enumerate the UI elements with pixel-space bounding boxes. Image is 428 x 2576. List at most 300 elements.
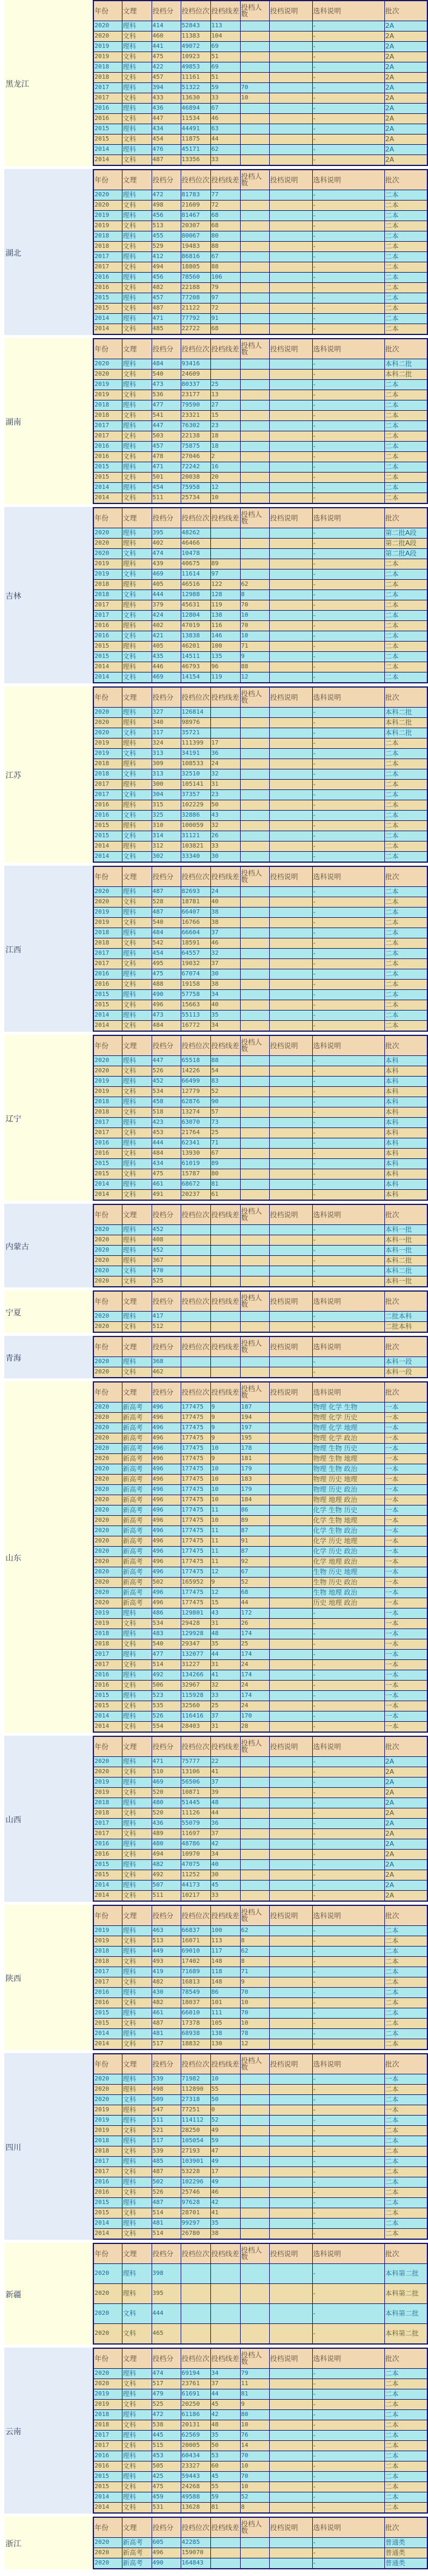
- cell-line-diff: [210, 728, 240, 739]
- cell-type: 理科: [122, 708, 152, 718]
- cell-score: 300: [152, 780, 181, 790]
- cell-score: 459: [152, 2492, 181, 2503]
- cell-line-diff: 42: [210, 2198, 240, 2208]
- cell-subjects: -: [312, 442, 384, 452]
- cell-batch: 2A: [384, 62, 427, 73]
- cell-type: 理科: [122, 145, 152, 155]
- province-name: 新疆: [5, 2290, 22, 2300]
- cell-year: 2014: [93, 1021, 122, 1032]
- cell-subjects: -: [312, 2229, 384, 2240]
- table-header-row: [93, 1905, 427, 1926]
- cell-line-diff: 135: [210, 652, 240, 662]
- cell-note: [269, 1021, 312, 1032]
- cell-subjects: -: [312, 718, 384, 728]
- cell-note: [269, 324, 312, 335]
- cell-rank: [181, 1312, 210, 1322]
- cell-count: [240, 1021, 269, 1032]
- cell-line-diff: 23: [210, 421, 240, 431]
- cell-line-diff: 12: [210, 1567, 240, 1578]
- cell-line-diff: 122: [210, 580, 240, 590]
- table-row: [93, 908, 427, 918]
- cell-score: 503: [152, 431, 181, 442]
- cell-batch: 二本: [384, 918, 427, 928]
- cell-note: [269, 2284, 312, 2304]
- cell-line-diff: 31: [210, 1619, 240, 1629]
- cell-type: 理科: [122, 83, 152, 93]
- cell-count: [240, 549, 269, 559]
- cell-batch: 第二批A段: [384, 539, 427, 549]
- table-row: [93, 980, 427, 990]
- cell-type: 文科: [122, 1367, 152, 1378]
- cell-rank: 177475: [181, 1454, 210, 1464]
- cell-rank: 28701: [181, 2208, 210, 2219]
- cell-note: [269, 293, 312, 304]
- cell-note: [269, 2039, 312, 2050]
- cell-rank: 11126: [181, 1808, 210, 1819]
- cell-batch: 本科: [384, 1169, 427, 1180]
- cell-note: [269, 1660, 312, 1670]
- column-header-year: 年份: [93, 1, 122, 21]
- cell-score: 412: [152, 252, 181, 262]
- cell-line-diff: 18: [210, 442, 240, 452]
- cell-count: [240, 1000, 269, 1011]
- cell-batch: 二本: [384, 887, 427, 897]
- cell-score: 310: [152, 821, 181, 831]
- cell-rank: 100059: [181, 821, 210, 831]
- cell-subjects: -: [312, 145, 384, 155]
- cell-year: 2020: [93, 1536, 122, 1547]
- cell-count: [240, 462, 269, 473]
- cell-type: 文科: [122, 631, 152, 642]
- province-name: 江苏: [5, 771, 22, 780]
- cell-batch: 二本: [384, 431, 427, 442]
- cell-note: [269, 528, 312, 539]
- cell-count: 174: [240, 1691, 269, 1701]
- cell-count: [240, 959, 269, 969]
- cell-note: [269, 2400, 312, 2410]
- cell-rank: 177475: [181, 1505, 210, 1516]
- cell-batch: 二本: [384, 938, 427, 949]
- cell-line-diff: 49: [210, 2126, 240, 2136]
- cell-type: 文科: [122, 1850, 152, 1860]
- cell-note: [269, 452, 312, 462]
- admission-table: [93, 2348, 428, 2514]
- table-row: [93, 1788, 427, 1798]
- cell-subjects: 化学 地理 政治: [312, 1557, 384, 1567]
- cell-note: [269, 1850, 312, 1860]
- column-header-type: 文理: [122, 2054, 152, 2074]
- cell-line-diff: 55: [210, 2482, 240, 2492]
- cell-batch: 第二批A段: [384, 549, 427, 559]
- table-row: [93, 780, 427, 790]
- cell-score: 484: [152, 359, 181, 370]
- cell-batch: 二本: [384, 780, 427, 790]
- cell-subjects: -: [312, 528, 384, 539]
- cell-score: 554: [152, 1722, 181, 1733]
- cell-rank: 31227: [181, 1660, 210, 1670]
- cell-score: 496: [152, 1444, 181, 1454]
- cell-line-diff: 80: [210, 1169, 240, 1180]
- cell-batch: 二本: [384, 411, 427, 421]
- cell-line-diff: 118: [210, 1967, 240, 1977]
- cell-note: [269, 949, 312, 959]
- cell-subjects: 化学 生物 地理: [312, 1516, 384, 1526]
- cell-type: 新高考: [122, 1588, 152, 1598]
- cell-note: [269, 959, 312, 969]
- province-name: 内蒙古: [5, 1242, 30, 1252]
- column-header-count: 投档人数: [240, 1291, 269, 1312]
- cell-score: 540: [152, 918, 181, 928]
- cell-count: [240, 359, 269, 370]
- cell-score: 447: [152, 114, 181, 124]
- cell-note: [269, 1225, 312, 1235]
- column-header-note: 投档说明: [269, 1035, 312, 1056]
- cell-year: 2020: [93, 1567, 122, 1578]
- table-row: [93, 1660, 427, 1670]
- cell-batch: 2A: [384, 1850, 427, 1860]
- cell-subjects: -: [312, 611, 384, 621]
- table-row: [93, 483, 427, 493]
- cell-count: 10: [240, 1998, 269, 2008]
- cell-note: [269, 1526, 312, 1536]
- cell-score: 502: [152, 1578, 181, 1588]
- table-row: [93, 1926, 427, 1936]
- cell-subjects: 物理 历史 地理: [312, 1475, 384, 1485]
- cell-line-diff: 68: [210, 324, 240, 335]
- cell-note: [269, 2229, 312, 2240]
- cell-subjects: -: [312, 1722, 384, 1733]
- cell-rank: 34191: [181, 749, 210, 759]
- cell-year: 2020: [93, 549, 122, 559]
- cell-rank: 13106: [181, 1767, 210, 1778]
- cell-batch: 二本: [384, 1957, 427, 1967]
- cell-rank: 177475: [181, 1403, 210, 1413]
- cell-rank: 79590: [181, 400, 210, 411]
- table-row: [93, 2503, 427, 2514]
- cell-year: 2014: [93, 314, 122, 324]
- cell-count: [240, 2167, 269, 2177]
- cell-subjects: -: [312, 569, 384, 580]
- cell-type: 新高考: [122, 2558, 152, 2569]
- cell-batch: 一本: [384, 1403, 427, 1413]
- cell-line-diff: 36: [210, 1819, 240, 1829]
- table-row: [93, 1225, 427, 1235]
- cell-line-diff: 50: [210, 2441, 240, 2451]
- cell-type: 文科: [122, 938, 152, 949]
- table-row: [93, 1266, 427, 1276]
- cell-line-diff: 83: [210, 1077, 240, 1087]
- table-header-row: [93, 1035, 427, 1056]
- column-header-batch: 批次: [384, 1382, 427, 1403]
- cell-count: [240, 293, 269, 304]
- cell-count: [240, 1159, 269, 1169]
- cell-type: 理科: [122, 2492, 152, 2503]
- cell-count: 8: [240, 590, 269, 600]
- cell-subjects: -: [312, 1246, 384, 1256]
- cell-type: 文科: [122, 324, 152, 335]
- cell-note: [269, 1839, 312, 1850]
- cell-count: 24: [240, 1701, 269, 1711]
- province-name: 吉林: [5, 592, 22, 601]
- table-row: [93, 155, 427, 166]
- cell-line-diff: 59: [210, 2136, 240, 2146]
- table-header-row: [93, 1291, 427, 1312]
- cell-year: 2020: [93, 1454, 122, 1464]
- cell-subjects: -: [312, 2400, 384, 2410]
- cell-subjects: -: [312, 1798, 384, 1808]
- column-header-note: 投档说明: [269, 2517, 312, 2538]
- cell-year: 2017: [93, 1829, 122, 1839]
- cell-line-diff: [210, 539, 240, 549]
- cell-line-diff: 68: [210, 211, 240, 221]
- cell-rank: 20237: [181, 1190, 210, 1201]
- cell-subjects: -: [312, 370, 384, 380]
- cell-rank: 12988: [181, 590, 210, 600]
- cell-type: 文科: [122, 959, 152, 969]
- cell-count: 44: [240, 1598, 269, 1608]
- province-table-wrap: [93, 1905, 428, 2050]
- cell-subjects: -: [312, 2095, 384, 2105]
- table-row: [93, 2461, 427, 2472]
- cell-count: [240, 1066, 269, 1077]
- cell-count: [240, 273, 269, 283]
- cell-score: 541: [152, 411, 181, 421]
- cell-batch: 二本: [384, 652, 427, 662]
- cell-rank: [181, 1322, 210, 1333]
- table-row: [93, 1567, 427, 1578]
- cell-subjects: -: [312, 1957, 384, 1967]
- cell-rank: 20038: [181, 473, 210, 483]
- column-header-type: 文理: [122, 1736, 152, 1757]
- table-row: [93, 990, 427, 1000]
- cell-note: [269, 897, 312, 908]
- cell-note: [269, 2304, 312, 2324]
- cell-subjects: -: [312, 1159, 384, 1169]
- cell-year: 2017: [93, 611, 122, 621]
- cell-rank: 46516: [181, 580, 210, 590]
- cell-type: 文科: [122, 1829, 152, 1839]
- cell-batch: 二本: [384, 969, 427, 980]
- cell-batch: 本科: [384, 1149, 427, 1159]
- cell-note: [269, 1578, 312, 1588]
- table-row: [93, 2095, 427, 2105]
- table-row: [93, 42, 427, 52]
- column-header-score: 投档分: [152, 2054, 181, 2074]
- cell-line-diff: 17: [210, 739, 240, 749]
- cell-count: [240, 539, 269, 549]
- cell-type: 理科: [122, 314, 152, 324]
- cell-score: 480: [152, 1839, 181, 1850]
- cell-line-diff: 81: [210, 1180, 240, 1190]
- cell-subjects: -: [312, 1936, 384, 1947]
- cell-count: 11: [240, 2379, 269, 2389]
- column-header-year: 年份: [93, 2054, 122, 2074]
- cell-subjects: 物理 地理 政治: [312, 1495, 384, 1505]
- cell-batch: 本科: [384, 1180, 427, 1190]
- province-section-13: [4, 2053, 428, 2240]
- table-row: [93, 1021, 427, 1032]
- cell-line-diff: 36: [210, 749, 240, 759]
- cell-line-diff: 9: [210, 1454, 240, 1464]
- cell-count: [240, 442, 269, 452]
- cell-batch: 二本: [384, 2126, 427, 2136]
- cell-line-diff: 10: [210, 1444, 240, 1454]
- province-name: 湖南: [5, 417, 22, 427]
- cell-count: 183: [240, 1475, 269, 1485]
- cell-batch: 二本: [384, 831, 427, 842]
- cell-rank: 177475: [181, 1567, 210, 1578]
- column-header-note: 投档说明: [269, 339, 312, 359]
- cell-type: 文科: [122, 390, 152, 400]
- table-row: [93, 580, 427, 590]
- table-row: [93, 821, 427, 831]
- cell-year: 2017: [93, 252, 122, 262]
- cell-line-diff: 30: [210, 1870, 240, 1881]
- cell-rank: 78549: [181, 1988, 210, 1998]
- cell-type: 理科: [122, 2431, 152, 2441]
- cell-year: 2016: [93, 442, 122, 452]
- table-row: [93, 1578, 427, 1588]
- cell-note: [269, 908, 312, 918]
- cell-rank: 12804: [181, 611, 210, 621]
- cell-line-diff: 10: [210, 1516, 240, 1526]
- cell-score: 474: [152, 2369, 181, 2379]
- cell-type: 理科: [122, 62, 152, 73]
- cell-batch: 一本: [384, 1475, 427, 1485]
- cell-rank: 98976: [181, 718, 210, 728]
- cell-note: [269, 1639, 312, 1650]
- cell-score: 496: [152, 2548, 181, 2558]
- cell-count: [240, 842, 269, 852]
- cell-count: [240, 114, 269, 124]
- cell-year: 2018: [93, 73, 122, 83]
- table-row: [93, 1276, 427, 1287]
- cell-batch: 二本: [384, 821, 427, 831]
- cell-count: [240, 1149, 269, 1159]
- cell-rank: 61691: [181, 2389, 210, 2400]
- cell-year: 2020: [93, 1066, 122, 1077]
- cell-year: 2020: [93, 728, 122, 739]
- cell-type: 理科: [122, 1011, 152, 1021]
- cell-year: 2018: [93, 1947, 122, 1957]
- cell-note: [269, 2029, 312, 2039]
- table-row: [93, 1357, 427, 1367]
- cell-subjects: -: [312, 759, 384, 769]
- table-header-row: [93, 1, 427, 21]
- cell-line-diff: 33: [210, 1691, 240, 1701]
- cell-note: [269, 2208, 312, 2219]
- cell-batch: 二本: [384, 273, 427, 283]
- cell-year: 2017: [93, 83, 122, 93]
- cell-line-diff: 37: [210, 2379, 240, 2389]
- cell-subjects: -: [312, 2039, 384, 2050]
- cell-note: [269, 708, 312, 718]
- cell-score: 482: [152, 1860, 181, 1870]
- cell-type: 理科: [122, 2157, 152, 2167]
- cell-rank: 46793: [181, 662, 210, 672]
- cell-rank: 47019: [181, 621, 210, 631]
- cell-batch: 2A: [384, 1881, 427, 1891]
- cell-subjects: -: [312, 1169, 384, 1180]
- cell-rank: 77792: [181, 314, 210, 324]
- cell-subjects: -: [312, 1788, 384, 1798]
- cell-subjects: -: [312, 811, 384, 821]
- cell-rank: [181, 2324, 210, 2345]
- cell-score: 518: [152, 1107, 181, 1118]
- cell-type: 理科: [122, 252, 152, 262]
- cell-note: [269, 852, 312, 863]
- column-header-note: 投档说明: [269, 2243, 312, 2264]
- table-row: [93, 2208, 427, 2219]
- cell-subjects: -: [312, 2431, 384, 2441]
- table-row: [93, 621, 427, 631]
- cell-count: [240, 811, 269, 821]
- cell-line-diff: 67: [210, 104, 240, 114]
- cell-batch: 二本: [384, 2379, 427, 2389]
- cell-year: 2016: [93, 2461, 122, 2472]
- cell-type: 理科: [122, 1881, 152, 1891]
- cell-type: 文科: [122, 1722, 152, 1733]
- column-header-note: 投档说明: [269, 687, 312, 708]
- cell-rank: 177475: [181, 1464, 210, 1475]
- column-header-rank: 投档位次: [181, 2348, 210, 2369]
- table-row: [93, 1138, 427, 1149]
- cell-type: 文科: [122, 1107, 152, 1118]
- cell-subjects: -: [312, 1608, 384, 1619]
- cell-subjects: 化学 生物 历史: [312, 1505, 384, 1516]
- province-section-10: [4, 1381, 428, 1733]
- cell-note: [269, 780, 312, 790]
- table-header-row: [93, 1736, 427, 1757]
- table-row: [93, 539, 427, 549]
- cell-count: [240, 1757, 269, 1767]
- cell-count: 87: [240, 1547, 269, 1557]
- cell-note: [269, 580, 312, 590]
- cell-type: 文科: [122, 452, 152, 462]
- cell-score: 539: [152, 2146, 181, 2157]
- cell-score: 454: [152, 483, 181, 493]
- cell-subjects: -: [312, 1235, 384, 1246]
- cell-type: 新高考: [122, 1536, 152, 1547]
- cell-score: 496: [152, 1567, 181, 1578]
- cell-score: 539: [152, 2074, 181, 2085]
- cell-note: [269, 1588, 312, 1598]
- cell-score: 452: [152, 1225, 181, 1235]
- cell-note: [269, 2538, 312, 2548]
- cell-year: 2017: [93, 421, 122, 431]
- cell-year: 2020: [93, 2095, 122, 2105]
- cell-type: 文科: [122, 1322, 152, 1333]
- cell-note: [269, 2177, 312, 2188]
- province-table-wrap: [93, 2348, 428, 2514]
- cell-line-diff: 35: [210, 2431, 240, 2441]
- cell-type: 新高考: [122, 1567, 152, 1578]
- cell-rank: 81467: [181, 211, 210, 221]
- cell-count: [240, 2136, 269, 2146]
- cell-score: 496: [152, 1454, 181, 1464]
- cell-year: 2015: [93, 642, 122, 652]
- cell-score: 471: [152, 1757, 181, 1767]
- cell-line-diff: 97: [210, 569, 240, 580]
- cell-rank: 66837: [181, 1926, 210, 1936]
- cell-batch: 二本: [384, 569, 427, 580]
- cell-rank: 67074: [181, 969, 210, 980]
- cell-note: [269, 283, 312, 293]
- table-row: [93, 314, 427, 324]
- cell-count: [240, 1169, 269, 1180]
- table-row: [93, 938, 427, 949]
- cell-type: 理科: [122, 1711, 152, 1722]
